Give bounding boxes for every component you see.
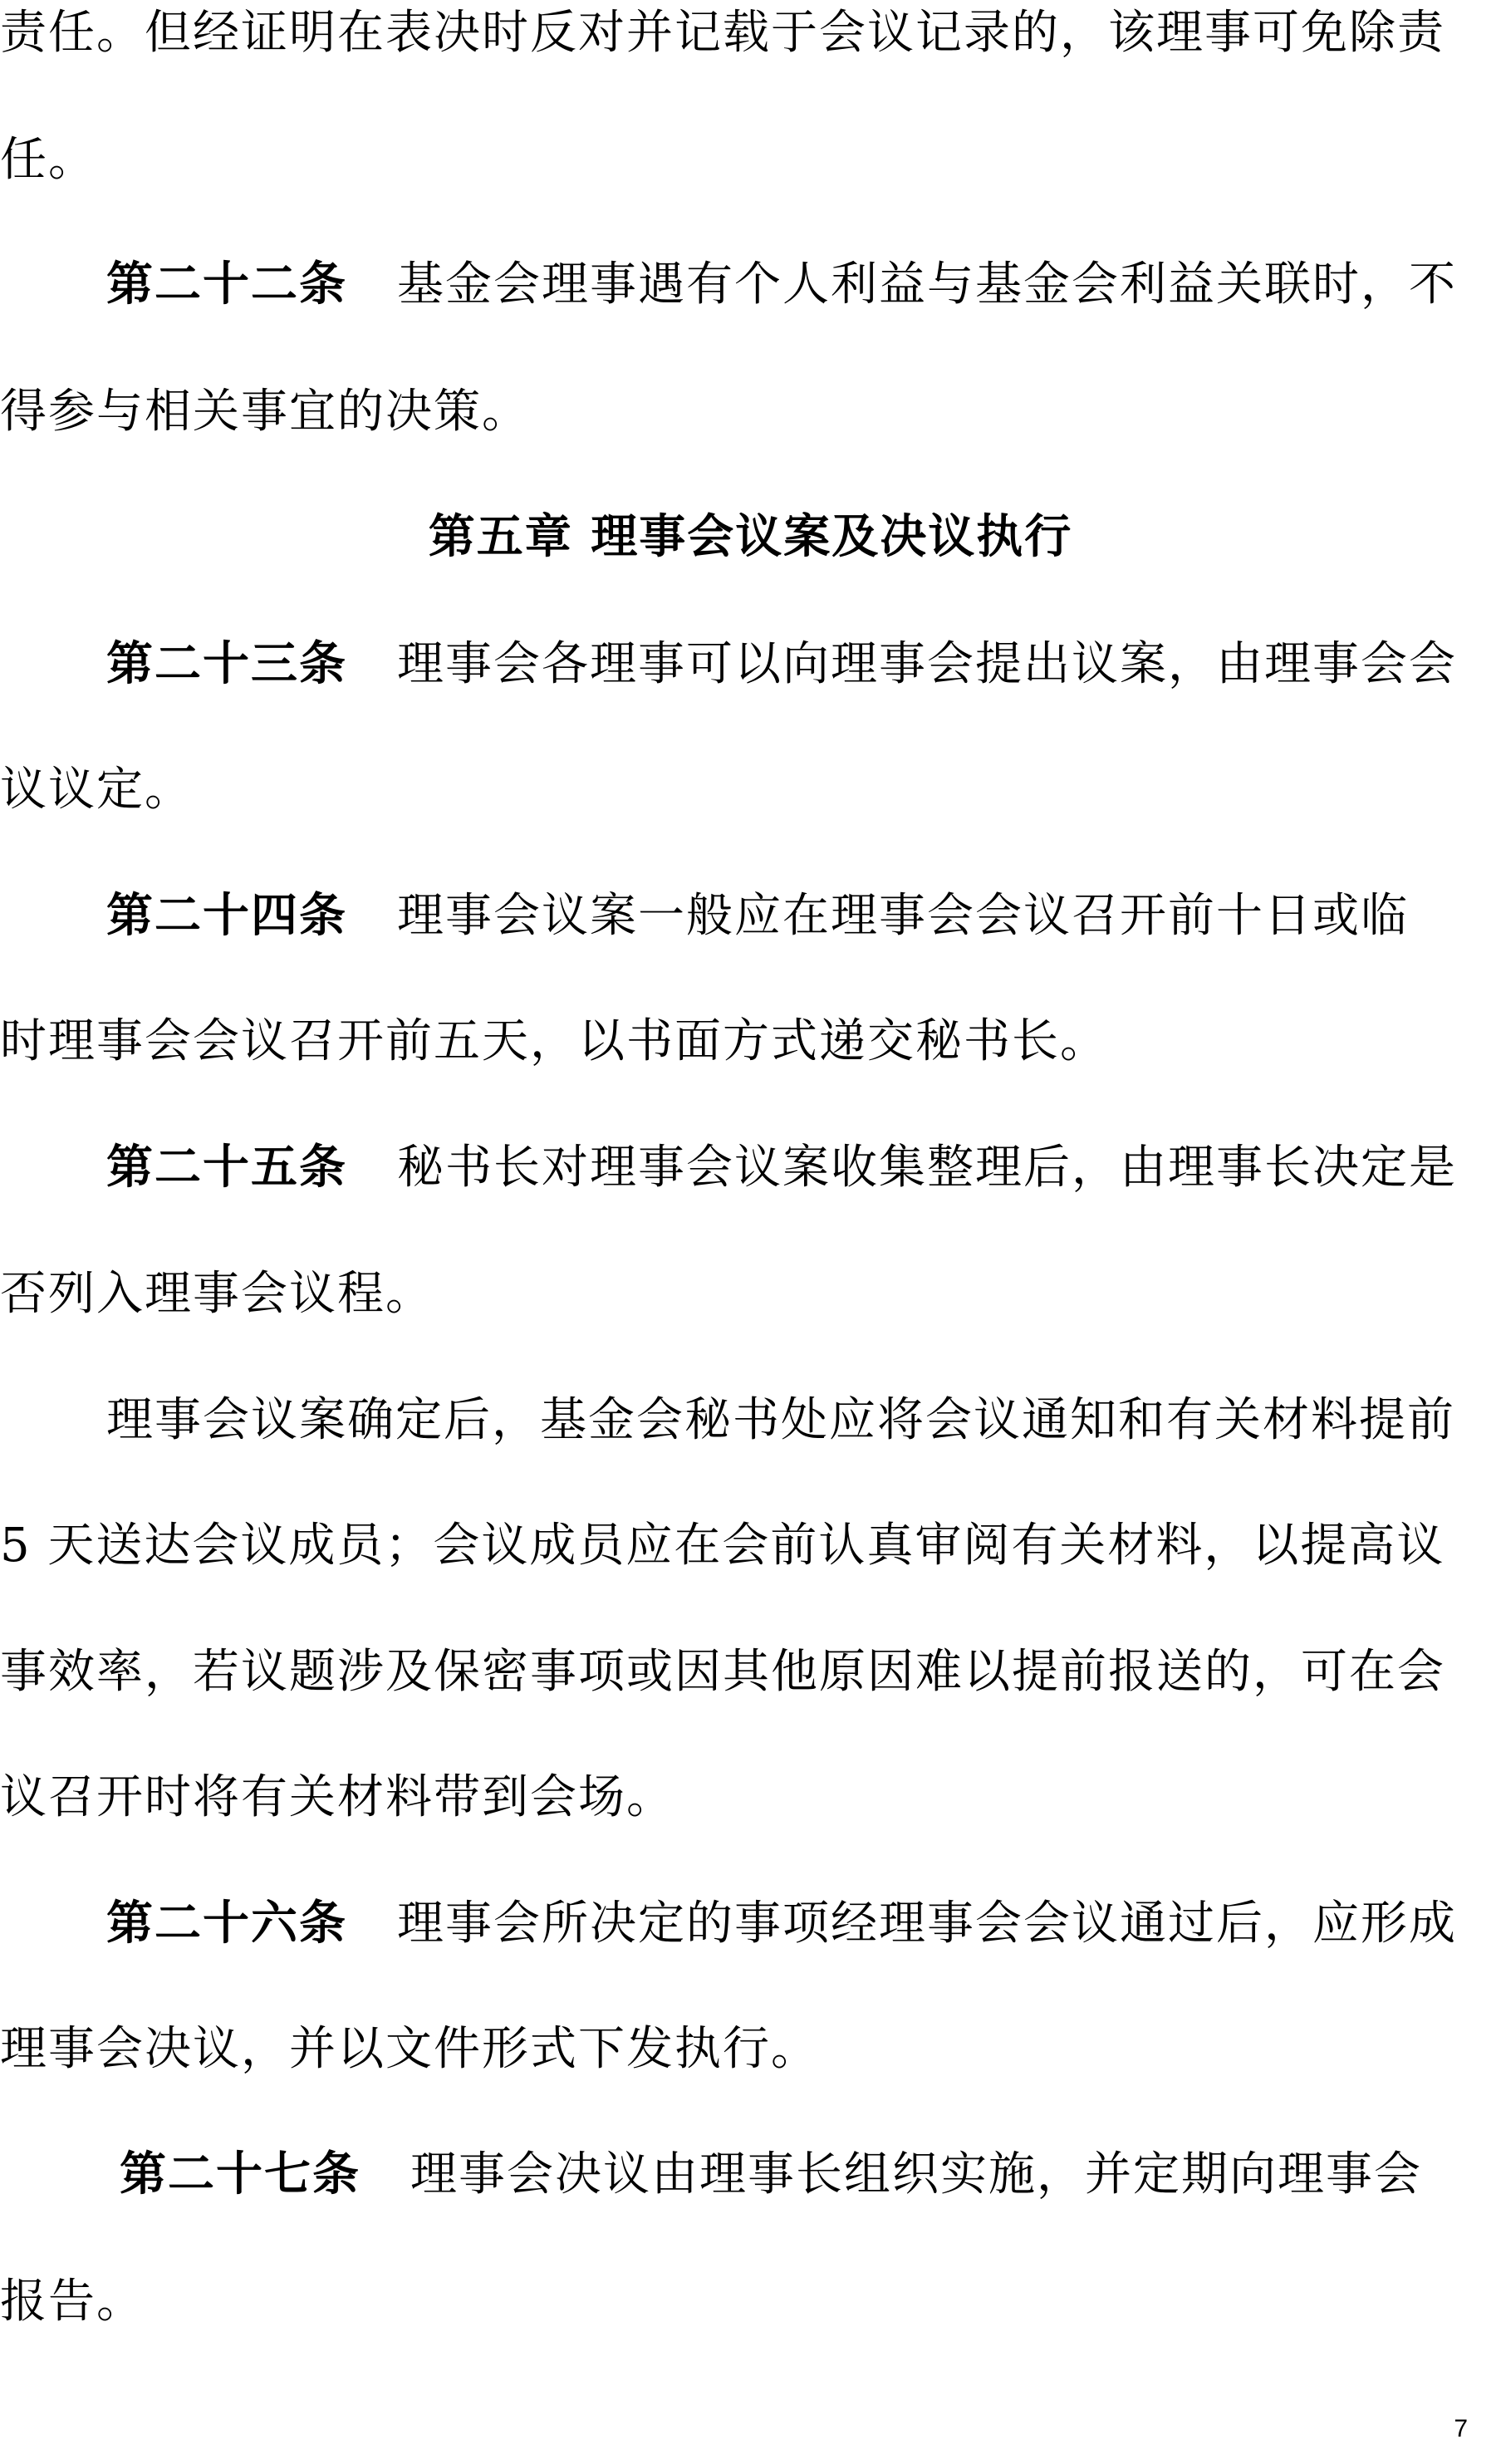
paragraph-line: 5 天送达会议成员；会议成员应在会前认真审阅有关材料，以提高议	[0, 1519, 1445, 1573]
article-number: 第二十五条	[106, 1141, 347, 1195]
article-23	[106, 631, 1457, 698]
article-25	[106, 1135, 1457, 1201]
paragraph-line: 议议定。	[0, 763, 193, 817]
paragraph-line: 时理事会会议召开前五天，以书面方式递交秘书长。	[0, 1014, 1108, 1068]
paragraph-line: 理事会议案确定后，基金会秘书处应将会议通知和有关材料提前	[106, 1393, 1455, 1447]
article-number: 第二十二条	[106, 258, 347, 312]
paragraph-line: 得参与相关事宜的决策。	[0, 385, 530, 439]
article-22	[106, 252, 1457, 318]
article-text: 理事会所决定的事项经理事会会议通过后，应形成	[397, 1897, 1457, 1951]
article-text: 理事会决议由理事长组织实施，并定期向理事会	[410, 2147, 1422, 2201]
paragraph-line: 责任。但经证明在表决时反对并记载于会议记录的，该理事可免除责	[0, 6, 1445, 60]
article-number: 第二十六条	[106, 1897, 347, 1951]
page-number: 7	[1454, 2415, 1468, 2442]
paragraph-line: 理事会决议，并以文件形式下发执行。	[0, 2022, 819, 2076]
article-text: 秘书长对理事会议案收集整理后，由理事长决定是	[397, 1141, 1457, 1195]
chapter-heading: 第五章 理事会议案及决议执行	[428, 510, 1073, 564]
article-26	[106, 1891, 1457, 1957]
article-text: 理事会议案一般应在理事会会议召开前十日或临	[397, 889, 1409, 943]
article-27	[120, 2142, 1422, 2208]
article-24	[106, 883, 1409, 950]
article-number: 第二十三条	[106, 637, 347, 691]
paragraph-line: 议召开时将有关材料带到会场。	[0, 1770, 674, 1824]
article-text: 理事会各理事可以向理事会提出议案，由理事会会	[397, 637, 1457, 691]
paragraph-line: 报告。	[0, 2275, 145, 2329]
paragraph-line: 任。	[0, 133, 96, 187]
article-number: 第二十四条	[106, 889, 347, 943]
paragraph-line: 事效率，若议题涉及保密事项或因其他原因难以提前报送的，可在会	[0, 1645, 1445, 1699]
paragraph-line: 否列入理事会议程。	[0, 1267, 434, 1321]
article-number: 第二十七条	[120, 2147, 361, 2201]
article-text: 基金会理事遇有个人利益与基金会利益关联时，不	[397, 258, 1457, 312]
